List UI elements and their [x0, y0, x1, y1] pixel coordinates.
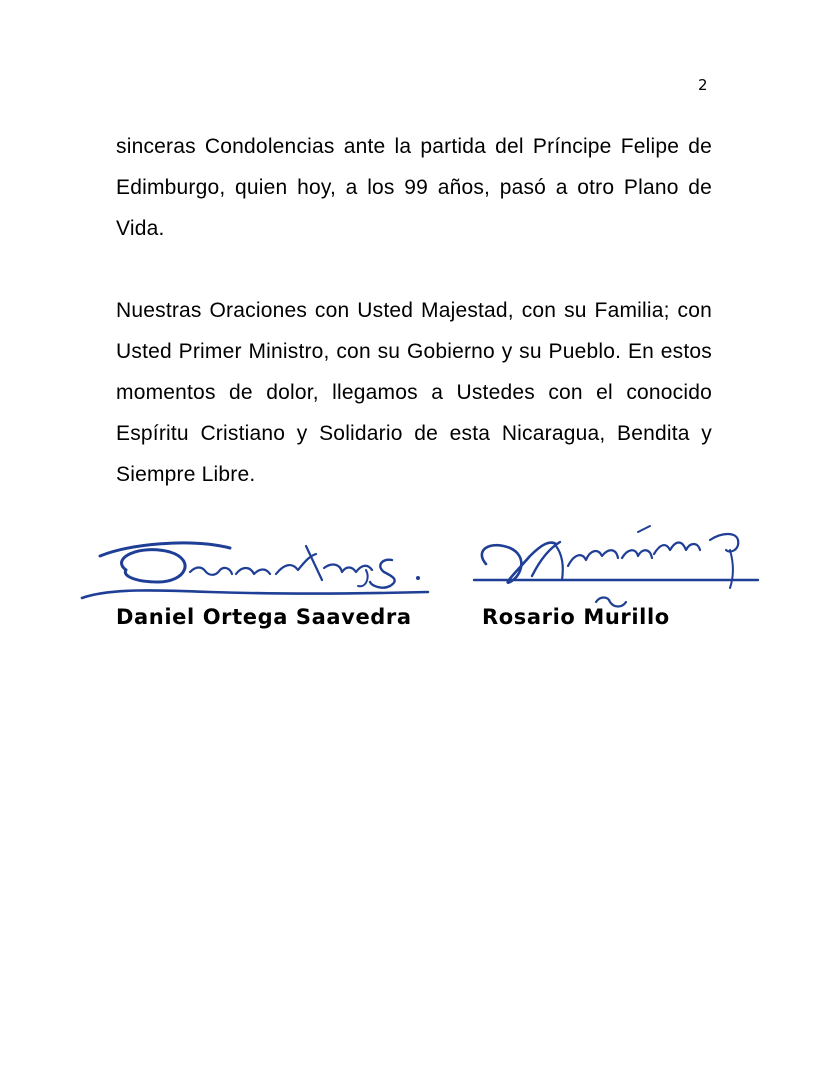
- page-number: 2: [698, 76, 708, 94]
- paragraph-prayers: Nuestras Oraciones con Usted Majestad, con su Familia; con Usted Primer Ministro, con su Gobierno y su Pueblo. En estos momentos de dolor, llegamos a Ustedes con el conocido Espíritu Cristiano y Solidario de esta Nicaragua, Bendita y Siempre Libre.: [116, 299, 712, 486]
- paragraph-condolences: sinceras Condolencias ante la partida del Príncipe Felipe de Edimburgo, quien hoy, a los 99 años, pasó a otro Plano de Vida.: [116, 135, 712, 240]
- handwritten-signatures: [70, 510, 790, 610]
- signature-block: [70, 510, 790, 640]
- signer-name-daniel-ortega: Daniel Ortega Saavedra: [116, 605, 412, 629]
- signature-rosario-murillo: [474, 526, 758, 607]
- signer-name-rosario-murillo: Rosario Murillo: [482, 605, 670, 629]
- signature-daniel-ortega: [82, 543, 428, 598]
